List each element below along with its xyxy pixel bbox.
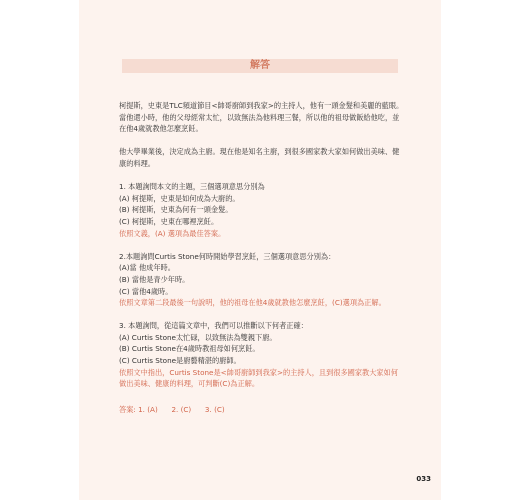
answer-key: 答案: 1. (A) 2. (C) 3. (C) xyxy=(119,405,225,414)
option-b: (B) Curtis Stone在4歲時教祖母如何烹飪。 xyxy=(119,344,260,354)
page-number: 033 xyxy=(416,475,431,483)
section-title: 解答 xyxy=(250,60,270,71)
option-c: (C) 柯提斯，史東在哪裡烹飪。 xyxy=(119,216,219,226)
option-b: (B) 柯提斯，史東為何有一頭金髮。 xyxy=(119,205,233,215)
option-c: (C) 當他4歲時。 xyxy=(119,286,173,296)
answer-content xyxy=(119,100,405,401)
option-b: (B) 當他是青少年時。 xyxy=(119,274,190,284)
passage-paragraph-1: 柯提斯，史東是TLC頻道節目<帥哥廚師到我家>的主持人，他有一頭金髮和美麗的藍眼。當他還小時，他的父母經常太忙，以致無法為他料理三餐，所以他的祖母做飯給他吃，並在他4歲就教他怎麼烹飪。 xyxy=(119,101,404,134)
passage-paragraph-2: 他大學畢業後，決定成為主廚。現在他是知名主廚，到很多國家教大家如何做出美味、健康的料理。 xyxy=(119,147,400,168)
option-c: (C) Curtis Stone是廚藝精湛的廚師。 xyxy=(119,356,241,366)
explanation: 依照文章第二段最後一句說明，他的祖母在他4歲就教他怎麼烹飪，(C)選項為正解。 xyxy=(119,298,386,308)
question-2 xyxy=(119,251,405,309)
option-a: (A) 柯提斯，史東是如何成為大廚的。 xyxy=(119,193,240,203)
question-prompt: 1. 本題詢問本文的主題，三個選項意思分別為 xyxy=(119,182,265,192)
question-prompt: 2.本題詢問Curtis Stone何時開始學習烹飪，三個選項意思分別為： xyxy=(119,251,336,261)
option-a: (A) Curtis Stone太忙碌，以致無法為雙親下廚。 xyxy=(119,332,277,342)
question-prompt: 3. 本題詢問，從這篇文章中，我們可以推斷以下何者正確： xyxy=(119,321,308,331)
section-title-band xyxy=(122,59,398,73)
page xyxy=(79,0,441,500)
explanation: 依照文義，(A) 選項為最佳答案。 xyxy=(119,228,226,238)
question-3 xyxy=(119,320,405,390)
explanation: 依照文中指出，Curtis Stone是<帥哥廚師到我家>的主持人，且到很多國家教大家如何做出美味、健康的料理，可判斷(C)為正解。 xyxy=(119,367,398,389)
option-a: (A)當 他成年時。 xyxy=(119,263,175,273)
question-1 xyxy=(119,181,405,239)
